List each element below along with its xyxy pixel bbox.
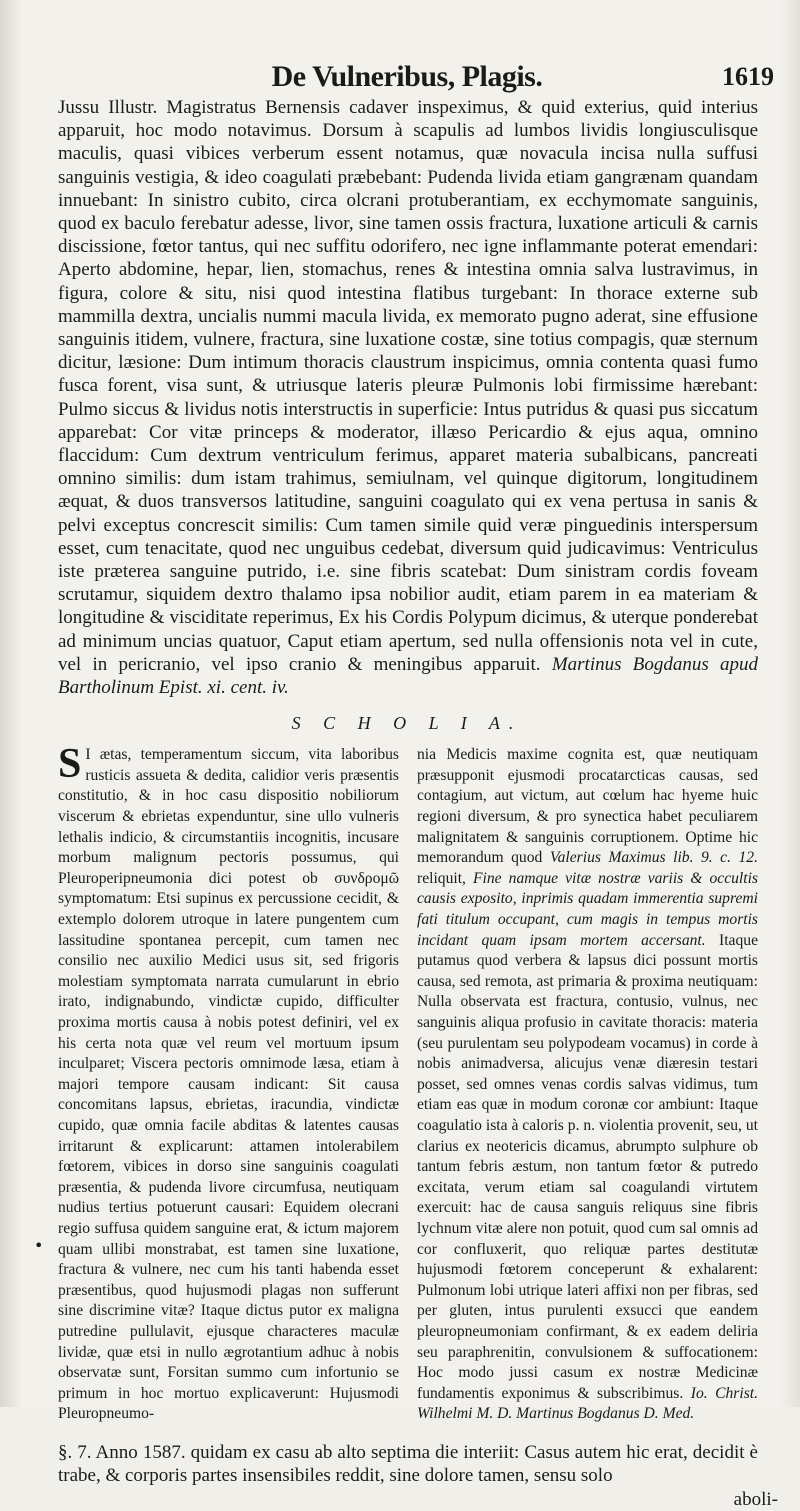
scholia-right-text-2: reliquit, [417, 869, 466, 887]
scholia-heading: S C H O L I A. [291, 713, 523, 734]
catchword: aboli- [733, 1489, 778, 1511]
main-paragraph-text: Jussu Illustr. Magistratus Bernensis cadaver inspeximus, & quid exterius, quid interius apparuit, hoc modo notavimus. Dorsum à scapulis ad lumbos lividis longiusculisque maculis, quasi vibices verberum essent notamus, quæ novacula incisa nulla suffusi sanguinis vestigia, & ideo coagulati præbebant: Pudenda livida etiam gangrænam quandam innuebant: In sinistro cubito, circa olcrani protuberantiam, ex ecchymomate sanguinis, quod ex baculo ferebatur adesse, livor, sine tamen ossis fractura, luxatione articuli & carnis discissione, fœtor tantus, qui nec suffitu odorifero, nec igne inflammante poterat emendari: Aperto abdomine, hepar, lien, stomachus, renes & intestina omnia salva lustravimus, in figura, colore & situ, nisi quod intestina flatibus turgebant: In thorace externe sub mammilla dextra, uncialis nummi macula livida, ex memorato pugno aderat, sine effusione sanguinis itidem, vulnere, fractura, sine luxatione costæ, sine totius compagis, quæ sternum dicitur, læsione: Dum intimum thoracis claustrum inspicimus, omnia contenta quasi fumo fusca forent, visa sunt, & utriusque lateris pleuræ Pulmonis lobi firmissime hærebant: Pulmo siccus & lividus notis interstructis in superficie: Intus putridus & quasi pus siccatum apparebat: Cor vitæ princeps & moderator, illæso Pericardio & ejus aqua, omnino flaccidum: Cum dextrum ventriculum ferimus, apparet materia subalbicans, pancreati omnino similis: dum istam trahimus, semiulnam, vel quinque digitorum, longitudinem æquat, & duos transversos latitudine, sanguini coagulato qui ex vena pertusa in sanis & pelvi exceptus concrescit similis: Cum tamen simile quid veræ pinguedinis interspersum esset, cum tenacitate, quod nec unguibus cedebat, diversum quid judicavimus: Ventriculus iste præterea sanguine putrido, i.e. sine fibris scatebat: Dum sinistram cordis foveam scrutamur, siquidem dextro thalamo ipsa nobilior audit, etiam parem in ea materiam & longitudine & visciditate reperimus, Ex his Cordis Polypum dicimus, & uterque ponderebat ad minimum uncias quatuor, Caput etiam apertum, sed nulla offensionis nota vel in cute, vel in pericranio, vel ipso cranio & meningibus apparuit. [58, 97, 758, 675]
scholia-columns [58, 741, 759, 1425]
margin-mark: • [34, 1236, 44, 1255]
scholia-right-text-3: Itaque putamus quod verbera & lapsus dici possunt mortis causa, sed remota, ast primaria & proxima neutiquam: Nulla observata est fractura, contusio, vulnus, nec sanguinis aliqua profusio in cavitate thoracis: materia (seu purulentam seu polypodeam vocamus) in corde à nobis animadversa, alicujus venæ diæresin testari posset, sed omnes venas cordis salvas vidimus, tum etiam eas quæ in modum coronæ cor ambiunt: Itaque coagulatio ista à caloris p. n. violentia provenit, seu, ut clarius ex neotericis dicamus, abrumpto sulphure ob tantum febris æstum, non tantum fœtor & putredo excitata, verum etiam sal coagulandi virtutem exercuit: hac de causa sanguis reliquus sine fibris lychnum vitæ alere non potuit, quod cum sal omnis ad cor confluxerit, quo reliquæ partes destitutæ hujusmodi fœtorem conceperunt & exhalarent: Pulmonum lobi utrique lateri affixi non per fibras, sed per gluten, intus purulenti exsucci que eandem pleuropneumoniam confirmant, & ex eadem deliria seu paraphrenitin, convulsionem & suffocationem: Hoc modo jussi casum ex nostræ Medicinæ fundamentis exponimus & subscribimus. [417, 931, 758, 1402]
main-citation: Martinus Bogdanus apud Bartholinum Epist. xi. cent. iv. [58, 653, 758, 699]
scholia-left-text: I ætas, temperamentum siccum, vita laboribus rusticis assueta & dedita, calidior veris præsentis constitutio, & in hoc casu dispositio nobiliorum viscerum & ebrietas expenduntur, sine ullo vulneris lethalis indicio, & circumstantiis incognitis, incusare morbum malignum pectoris possumus, qui Pleuroperipneumonia dici potest ob συνδρομῶ symptomatum: Etsi supinus ex percussione cecidit, & extemplo dolorem utroque in latere pungentem cum lassitudine spontanea percepit, cum tamen nec consilio nec auxilio Medici usus sit, sed frigoris molestiam symptomata narrata cumularunt in ebrio irato, indignabundo, vindictæ cupido, difficulter proxima mortis causa à nobis potest definiri, vel ex his certa nota quæ vel reum vel mortuum ipsum inculparet; Viscera pectoris omnimode læsa, etiam à majori tempore causam indicant: Sit causa concomitans lapsus, ebrietas, iracundia, vindictæ cupido, quæ omnia facile abditas & latentes causas irritarunt & explicarunt: attamen intolerabilem fœtorem, vibices in dorso sine sanguinis coagulati præsentia, & pudenda livore circumfusa, neutiquam nudius tertius potuerunt causari: Equidem olecrani regio suffusa quidem sanguine erat, & ictum majorem quam ullibi monstrabat, est tamen sine luxatione, fractura & vulnere, nec cum his tanti habenda esset præsentibus, quod hujusmodi plagas non sufferunt sine discrimine vitæ? Itaque dictus putor ex maligna putredine pullulavit, ejusque characteres maculæ lividæ, quæ etsi in nullo ægrotantium adhuc à nobis observatæ sunt, Forsitan summo cum infortunio se primum in hoc mortuo explicaverunt: Hujusmodi Pleuropneumo- [58, 746, 399, 1423]
section-paragraph: §. 7. Anno 1587. quidam ex casu ab alto septima die interiit: Casus autem hic erat, decidit è trabe, & corporis partes insensibiles reddit, sine dolore tamen, sensu solo [58, 1441, 758, 1487]
scholia-signature: Io. Christ. Wilhelmi M. D. Martinus Bogdanus D. Med. [417, 1384, 759, 1423]
running-title: De Vulneribus, Plagis. [271, 60, 543, 93]
scholia-right-column [417, 745, 758, 1425]
scholia-right-quote: Fine namque vitæ nostræ variis & occultis causis exposito, inprimis quadam immerentia supremi fati titulum occupant, cum magis in tempus mortis incidant quam ipsam mortem accersant. [417, 869, 758, 949]
page-number: 1619 [722, 62, 774, 91]
scholia-right-text-1: nia Medicis maxime cognita est, quæ neutiquam præsupponit ejusmodi procatarcticas causas, sed contagium, aut victum, aut cœlum hac hyeme huic regioni diversum, & pro synectica habet peculiarem malignitatem & sanguinis corruptionem. Optime hic memorandum quod [417, 746, 758, 867]
main-paragraph [58, 96, 758, 699]
drop-cap: S [58, 741, 82, 788]
page-header [58, 58, 774, 96]
scholia-right-citation: Valerius Maximus lib. 9. c. 12. [549, 849, 759, 867]
scholia-left-column [58, 741, 399, 1425]
